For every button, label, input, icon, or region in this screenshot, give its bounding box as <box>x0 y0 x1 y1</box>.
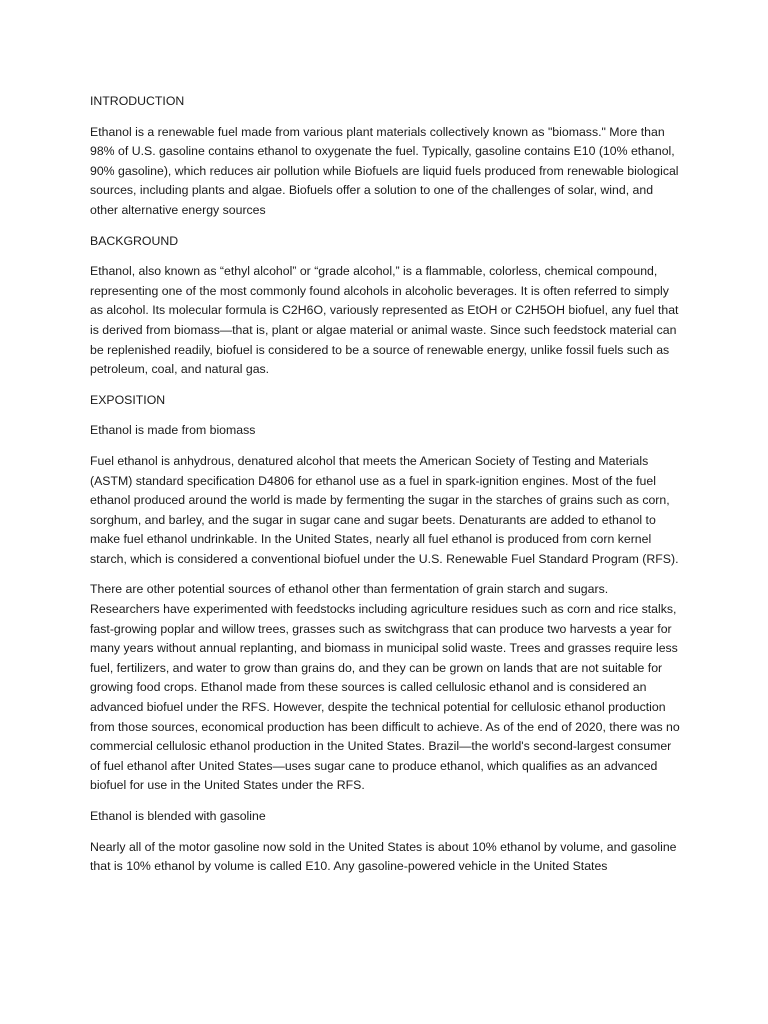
background-heading: BACKGROUND <box>90 233 179 248</box>
blended-subheading: Ethanol is blended with gasoline <box>90 809 266 823</box>
introduction-paragraph: Ethanol is a renewable fuel made from various plant materials collectively known as "biomass." More than 98% of U.S. gasoline contains ethanol to oxygenate the fuel. Typically, gasoline contains E10 (10% ethanol, 90% gasoline), which reduces air pollution while Biofuels are liquid fuels produced from renewable biological sources, including plants and algae. Biofuels offer a solution to one of the challenges of solar, wind, and other alternative energy sources <box>90 124 679 217</box>
exposition-heading: EXPOSITION <box>90 392 166 407</box>
blended-paragraph: Nearly all of the motor gasoline now sold in the United States is about 10% ethanol by volume, and gasoline that is 10% ethanol by volume is called E10. Any gasoline-powered vehicle in the United States <box>90 839 677 874</box>
biomass-subheading: Ethanol is made from biomass <box>90 423 256 438</box>
background-paragraph: Ethanol, also known as “ethyl alcohol” or “grade alcohol,” is a flammable, colorless, chemical compound, representing one of the most commonly found alcohols in alcoholic beverages. It is often referred to simply as alcohol. Its molecular formula is C2H6O, variously represented as EtOH or C2H5OH biofuel, any fuel that is derived from biomass—that is, plant or algae material or animal waste. Since such feedstock material can be replenished readily, biofuel is considered to be a source of renewable energy, unlike fossil fuels such as petroleum, coal, and natural gas. <box>90 264 679 377</box>
exposition-paragraph-2: There are other potential sources of ethanol other than fermentation of grain starch and sugars. Researchers have experimented with feedstocks including agriculture residues such as corn and rice stalks, fast-growing poplar and willow trees, grasses such as switchgrass that can produce two harvests a year for many years without annual replanting, and biomass in municipal solid waste. Trees and grasses require less fuel, fertilizers, and water to grow than grains do, and they can be grown on lands that are not suitable for growing food crops. Ethanol made from these sources is called cellulosic ethanol and is considered an advanced biofuel under the RFS. However, despite the technical potential for cellulosic ethanol production from those sources, economical production has been difficult to achieve. As of the end of 2020, there was no commercial cellulosic ethanol production in the United States. Brazil—the world's second-largest consumer of fuel ethanol after United States—uses sugar cane to produce ethanol, which qualifies as an advanced biofuel for use in the United States under the RFS. <box>90 582 680 793</box>
exposition-paragraph-1: Fuel ethanol is anhydrous, denatured alcohol that meets the American Society of Testing and Materials (ASTM) standard specification D4806 for ethanol use as a fuel in spark-ignition engines. Most of the fuel ethanol produced around the world is made by fermenting the sugar in the starches of grains such as corn, sorghum, and barley, and the sugar in sugar cane and sugar beets. Denaturants are added to ethanol to make fuel ethanol undrinkable. In the United States, nearly all fuel ethanol is produced from corn kernel starch, which is considered a conventional biofuel under the U.S. Renewable Fuel Standard Program (RFS). <box>90 453 679 566</box>
document-page <box>90 92 680 888</box>
introduction-heading: INTRODUCTION <box>90 94 185 108</box>
